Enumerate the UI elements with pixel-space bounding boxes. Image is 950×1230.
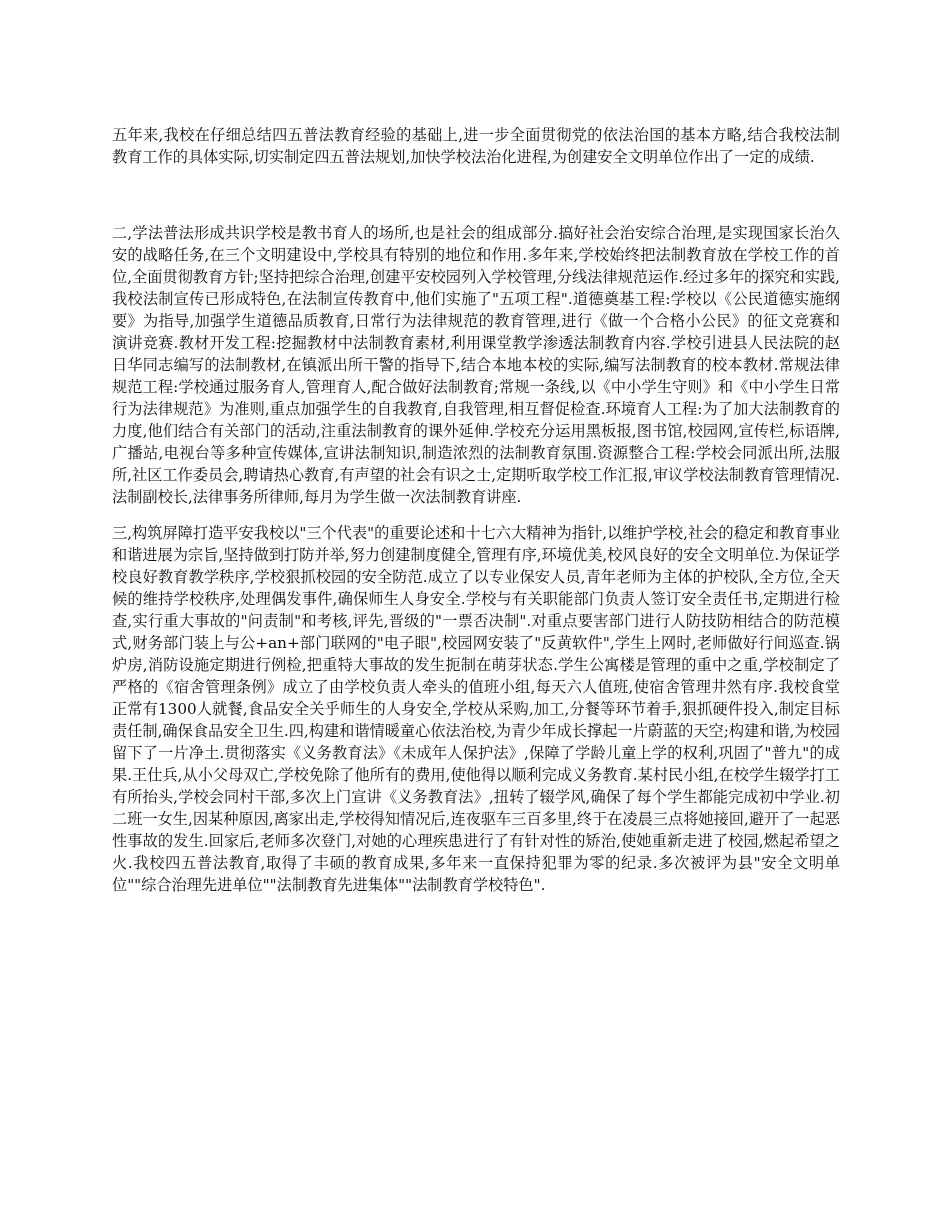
paragraph-section-three: 三,构筑屏障打造平安我校以"三个代表"的重要论述和十七六大精神为指针,以维护学校,社会的稳定和教育事业和谐进展为宗旨,坚持做到打防并举,努力创建制度健全,管理有序,环境优美,校风良好的安全文明单位.为保证学校良好教育教学秩序,学校狠抓校园的安全防范.成立了以专业保安人员,青年老师为主体的护校队,全方位,全天候的维持学校秩序,处理偶发事件,确保师生人身安全.学校与有关职能部门负责人签订安全责任书,定期进行检查,实行重大事故的"问责制"和考核,评先,晋级的"一票否决制".对重点要害部门进行人防技防相结合的防范模式,财务部门装上与公+an+部门联网的"电子眼",校园网安装了"反黄软件",学生上网时,老师做好行间巡查.锅炉房,消防设施定期进行例检,把重特大事故的发生扼制在萌芽状态.学生公寓楼是管理的重中之重,学校制定了严格的《宿舍管理条例》成立了由学校负责人牵头的值班小组,每天六人值班,使宿舍管理井然有序.我校食堂正常有1300人就餐,食品安全关乎师生的人身安全,学校从采购,加工,分餐等环节着手,狠抓硬件投入,制定目标责任制,确保食品安全卫生.四,构建和谐情暖童心依法治校,为青少年成长撑起一片蔚蓝的天空;构建和谐,为校园留下了一片净土.贯彻落实《义务教育法》《未成年人保护法》,保障了学龄儿童上学的权利,巩固了"普九"的成果.王仕兵,从小父母双亡,学校免除了他所有的费用,使他得以顺利完成义务教育.某村民小组,在校学生辍学打工有所抬头,学校会同村干部,多次上门宣讲《义务教育法》,扭转了辍学风,确保了每个学生都能完成初中学业.初二班一女生,因某种原因,离家出走,学校得知情况后,连夜驱车三百多里,终于在凌晨三点将她接回,避开了一起恶性事故的发生.回家后,老师多次登门,对她的心理疾患进行了有针对性的矫治,使她重新走进了校园,燃起希望之火.我校四五普法教育,取得了丰硕的教育成果,多年来一直保持犯罪为零的纪录.多次被评为县"安全文明单位""综合治理先进单位""法制教育先进集体""法制教育学校特色". [112,524,840,894]
paragraph-intro: 五年来,我校在仔细总结四五普法教育经验的基础上,进一步全面贯彻党的依法治国的基本方略,结合我校法制教育工作的具体实际,切实制定四五普法规划,加快学校法治化进程,为创建安全文明单位作出了一定的成绩. [112,126,840,166]
document-page [112,124,840,896]
paragraph-section-two: 二,学法普法形成共识学校是教书育人的场所,也是社会的组成部分.搞好社会治安综合治理,是实现国家长治久安的战略任务,在三个文明建设中,学校具有特别的地位和作用.多年来,学校始终把法制教育放在学校工作的首位,全面贯彻教育方针;坚持把综合治理,创建平安校园列入学校管理,分线法律规范运作.经过多年的探究和实践,我校法制宣传已形成特色,在法制宣传教育中,他们实施了"五项工程".道德奠基工程:学校以《公民道德实施纲要》为指导,加强学生道德品质教育,日常行为法律规范的教育管理,进行《做一个合格小公民》的征文竞赛和演讲竞赛.教材开发工程:挖掘教材中法制教育素材,利用课堂教学渗透法制教育内容.学校引进县人民法院的赵日华同志编写的法制教材,在镇派出所干警的指导下,结合本地本校的实际,编写法制教育的校本教材.常规法律规范工程:学校通过服务育人,管理育人,配合做好法制教育;常规一条线,以《中小学生守则》和《中小学生日常行为法律规范》为准则,重点加强学生的自我教育,自我管理,相互督促检查.环境育人工程:为了加大法制教育的力度,他们结合有关部门的活动,注重法制教育的课外延伸.学校充分运用黑板报,图书馆,校园网,宣传栏,标语牌,广播站,电视台等多种宣传媒体,宣讲法制知识,制造浓烈的法制教育氛围.资源整合工程:学校会同派出所,法服所,社区工作委员会,聘请热心教育,有声望的社会有识之士,定期听取学校工作汇报,审议学校法制教育管理情况.法制副校长,法律事务所律师,每月为学生做一次法制教育讲座. [112,224,840,506]
